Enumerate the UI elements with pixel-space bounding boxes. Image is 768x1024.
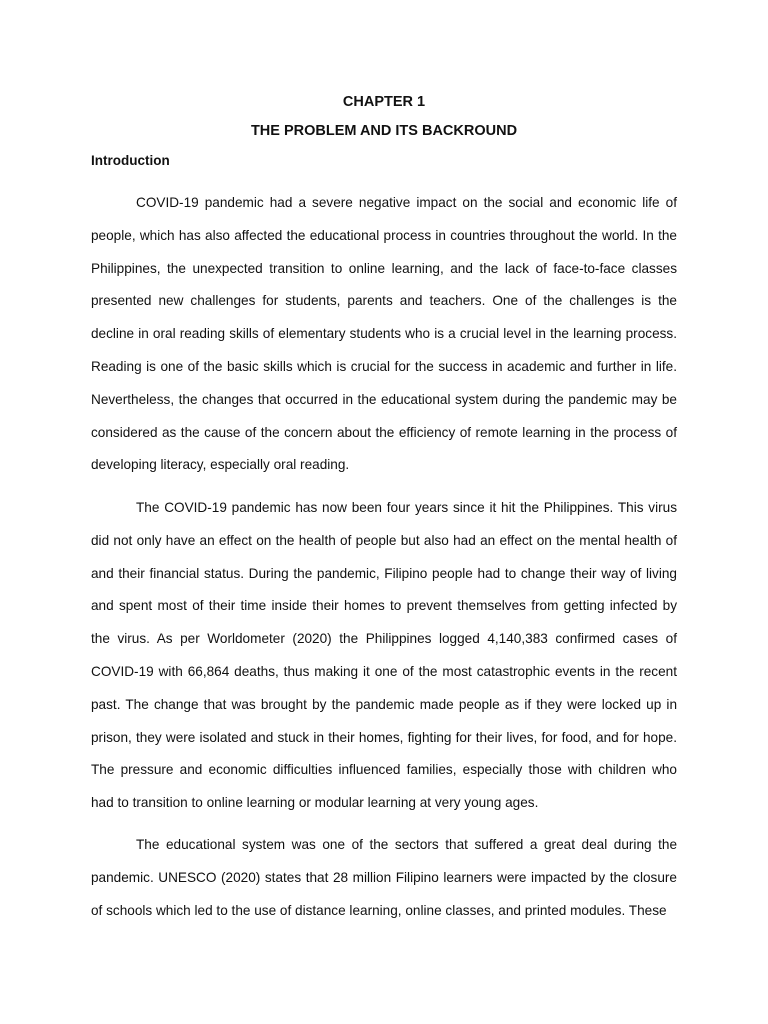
paragraph: The educational system was one of the sectors that suffered a great deal during the pandemic. UNESCO (2020) states that 28 million Filipino learners were impacted by the closure of schools which led to the use of distance learning, online classes, and printed modules. These (91, 837, 677, 918)
chapter-heading: CHAPTER 1 (342, 94, 426, 110)
section-heading: Introduction (91, 153, 170, 168)
paragraph: The COVID-19 pandemic has now been four years since it hit the Philippines. This virus did not only have an effect on the health of people but also had an effect on the mental health of and their financial status. During the pandemic, Filipino people had to change their way of living and spent most of their time inside their homes to prevent themselves from getting infected by the virus. As per Worldometer (2020) the Philippines logged 4,140,383 confirmed cases of COVID-19 with 66,864 deaths, thus making it one of the most catastrophic events in the recent past. The change that was brought by the pandemic made people as if they were locked up in prison, they were isolated and stuck in their homes, fighting for their lives, for food, and for hope. The pressure and economic difficulties influenced families, especially those with children who had to transition to online learning or modular learning at very young ages. (91, 500, 677, 811)
chapter-title: THE PROBLEM AND ITS BACKROUND (250, 123, 518, 139)
paragraph: COVID-19 pandemic had a severe negative impact on the social and economic life of people, which has also affected the educational process in countries throughout the world. In the Philippines, the unexpected transition to online learning, and the lack of face-to-face classes presented new challenges for students, parents and teachers. One of the challenges is the decline in oral reading skills of elementary students who is a crucial level in the learning process. Reading is one of the basic skills which is crucial for the success in academic and further in life. Nevertheless, the changes that occurred in the educational system during the pandemic may be considered as the cause of the concern about the efficiency of remote learning in the process of developing literacy, especially oral reading. (91, 195, 677, 473)
